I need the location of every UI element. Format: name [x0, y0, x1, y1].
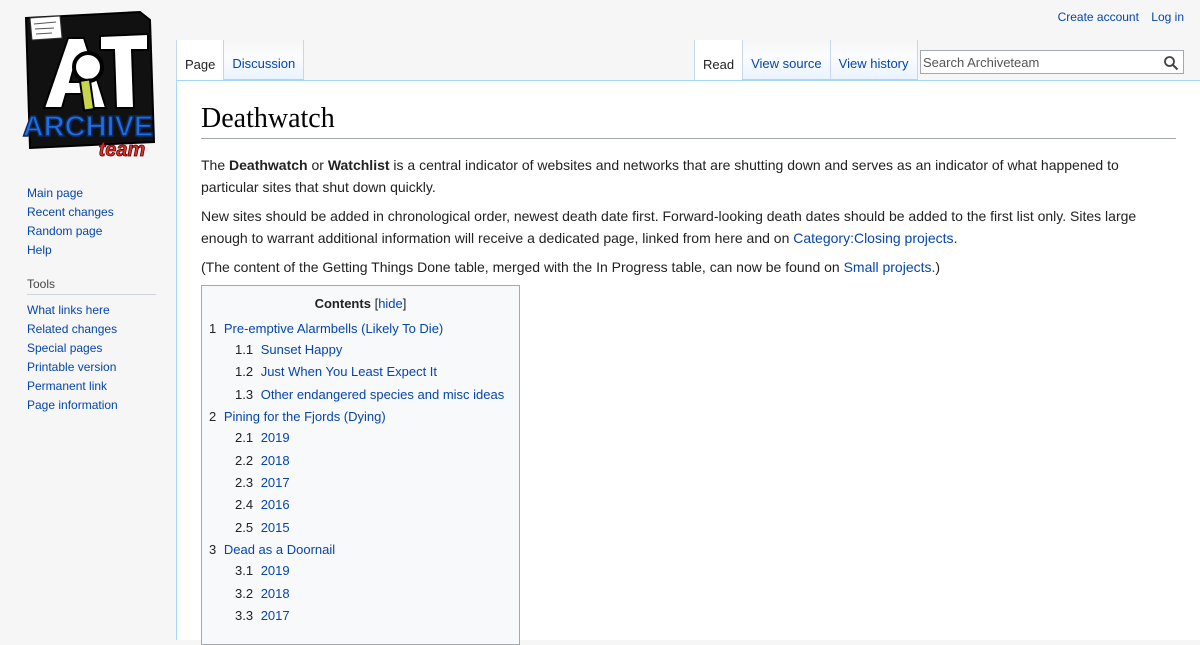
- svg-text:team: team: [98, 139, 146, 161]
- toc-number: 3.2: [235, 585, 254, 601]
- text-run: The: [201, 157, 230, 173]
- toc-list: [209, 318, 504, 627]
- text-run: or: [307, 157, 328, 173]
- page-title: Deathwatch: [201, 100, 1176, 139]
- toc-link[interactable]: Just When You Least Expect It: [260, 364, 438, 380]
- toc-link[interactable]: Sunset Happy: [260, 342, 343, 357]
- toc-link[interactable]: 2015: [260, 519, 290, 535]
- tab-read[interactable]: [694, 40, 742, 80]
- toc-link[interactable]: 2018: [260, 585, 290, 601]
- toc-toggle: [hide]: [374, 296, 407, 311]
- toc-item[interactable]: [209, 450, 504, 472]
- bold-term-watchlist: Watchlist: [327, 157, 390, 173]
- toc-link[interactable]: Dead as a Doornail: [223, 542, 336, 558]
- toc-number: 2: [209, 409, 217, 425]
- navigation-portal: [0, 184, 176, 260]
- intro-paragraph: [201, 154, 1161, 198]
- note-paragraph: [201, 256, 1161, 278]
- toc-number: 1.3: [235, 386, 254, 402]
- sidebar: [0, 180, 176, 415]
- toc-item[interactable]: [209, 539, 504, 560]
- text-run: .: [953, 230, 958, 246]
- tab-discussion-label[interactable]: Discussion: [232, 56, 296, 71]
- toc-item[interactable]: [209, 605, 504, 627]
- text-run: ): [935, 259, 941, 275]
- toc-number: 2.5: [235, 519, 254, 535]
- archiveteam-logo-icon: [16, 10, 160, 162]
- tools-portal: [0, 277, 176, 415]
- login-link[interactable]: Log in: [1151, 10, 1184, 24]
- toc-item[interactable]: [209, 583, 504, 605]
- toc-number: 2.3: [235, 474, 254, 490]
- toc-item[interactable]: [209, 517, 504, 539]
- toc-link[interactable]: 2017: [260, 607, 290, 623]
- sidebar-item-main-page[interactable]: Main page: [27, 186, 84, 200]
- sidebar-item-printable-version[interactable]: Printable version: [27, 360, 117, 374]
- toc-heading: Contents: [314, 296, 371, 311]
- toc-link[interactable]: 2016: [260, 497, 290, 513]
- toc-link[interactable]: 2018: [260, 452, 290, 468]
- sidebar-item-random-page[interactable]: Random page: [27, 224, 103, 238]
- namespace-tabs: [176, 40, 304, 80]
- sidebar-item-permanent-link[interactable]: Permanent link: [27, 379, 108, 393]
- closing-projects-link[interactable]: Category:Closing projects: [793, 230, 954, 246]
- toc-item[interactable]: [209, 472, 504, 494]
- toc-number: 2.2: [235, 452, 254, 468]
- tab-view-source-label[interactable]: View source: [751, 56, 822, 71]
- table-of-contents: [201, 285, 520, 645]
- toc-item[interactable]: [209, 494, 504, 516]
- tab-page[interactable]: [176, 40, 223, 80]
- sidebar-item-special-pages[interactable]: Special pages: [27, 341, 103, 355]
- toc-link[interactable]: 2019: [260, 430, 290, 446]
- toc-number: 3.3: [235, 607, 254, 623]
- sidebar-item-page-information[interactable]: Page information: [27, 398, 118, 412]
- toc-item[interactable]: [209, 339, 504, 361]
- view-tabs: [694, 40, 918, 80]
- bold-term-deathwatch: Deathwatch: [229, 157, 308, 173]
- sidebar-item-recent-changes[interactable]: Recent changes: [27, 205, 114, 219]
- toc-item[interactable]: [209, 560, 504, 582]
- toc-link[interactable]: 2019: [260, 563, 290, 579]
- toc-link[interactable]: Pining for the Fjords (Dying): [223, 409, 386, 425]
- body-text: [201, 154, 1161, 285]
- toc-link[interactable]: Other endangered species and misc ideas: [260, 386, 505, 402]
- sidebar-item-what-links-here[interactable]: What links here: [27, 303, 110, 317]
- toc-number: 2.4: [235, 497, 254, 513]
- toc-number: 3: [209, 542, 217, 558]
- small-projects-link[interactable]: Small projects.: [843, 259, 936, 275]
- tab-page-label: Page: [185, 57, 216, 72]
- toc-title: [202, 296, 519, 311]
- toc-item[interactable]: [209, 318, 504, 339]
- toc-item[interactable]: [209, 384, 504, 406]
- toc-item[interactable]: [209, 406, 504, 427]
- text-run: (The content of the Getting Things Done table, merged with the In Progress table, can now be found on: [201, 259, 844, 275]
- toc-number: 1.1: [235, 342, 254, 357]
- toc-number: 2.1: [235, 430, 254, 446]
- search-input[interactable]: [923, 53, 1155, 71]
- toc-number: 1.2: [235, 364, 254, 380]
- tools-heading: Tools: [27, 277, 156, 295]
- tab-view-history-label[interactable]: View history: [838, 56, 909, 71]
- create-account-link[interactable]: Create account: [1057, 10, 1139, 24]
- toc-link[interactable]: 2017: [260, 474, 290, 490]
- search-icon[interactable]: [1163, 55, 1179, 71]
- toc-item[interactable]: [209, 361, 504, 383]
- toc-number: 3.1: [235, 563, 254, 579]
- tab-view-history[interactable]: [830, 40, 918, 80]
- site-logo[interactable]: [16, 10, 160, 162]
- personal-tools: [1049, 10, 1184, 24]
- tab-view-source[interactable]: [742, 40, 830, 80]
- svg-text:ARCHIVE: ARCHIVE: [22, 111, 154, 143]
- text-run: New sites should be added in chronological order, newest death date first. Forward-looking death dates should be added to the first list only. Sites large enough to warrant additional information will receive a dedicated page, linked from here and on: [201, 208, 1137, 246]
- guidelines-paragraph: [201, 205, 1161, 249]
- tab-read-label: Read: [703, 57, 735, 72]
- toc-item[interactable]: [209, 427, 504, 449]
- toc-link[interactable]: Pre-emptive Alarmbells (Likely To Die): [223, 321, 444, 336]
- main-content: [176, 80, 1200, 640]
- toc-number: 1: [209, 321, 217, 336]
- tab-discussion[interactable]: [223, 40, 304, 80]
- sidebar-item-related-changes[interactable]: Related changes: [27, 322, 118, 336]
- search-box: [920, 50, 1184, 74]
- text-run: is a central indicator of websites and networks that are shutting down and serves as an indicator of what happened to particular sites that shut down quickly.: [201, 157, 1119, 195]
- toc-hide-link[interactable]: hide: [378, 296, 403, 311]
- sidebar-item-help[interactable]: Help: [27, 243, 52, 257]
